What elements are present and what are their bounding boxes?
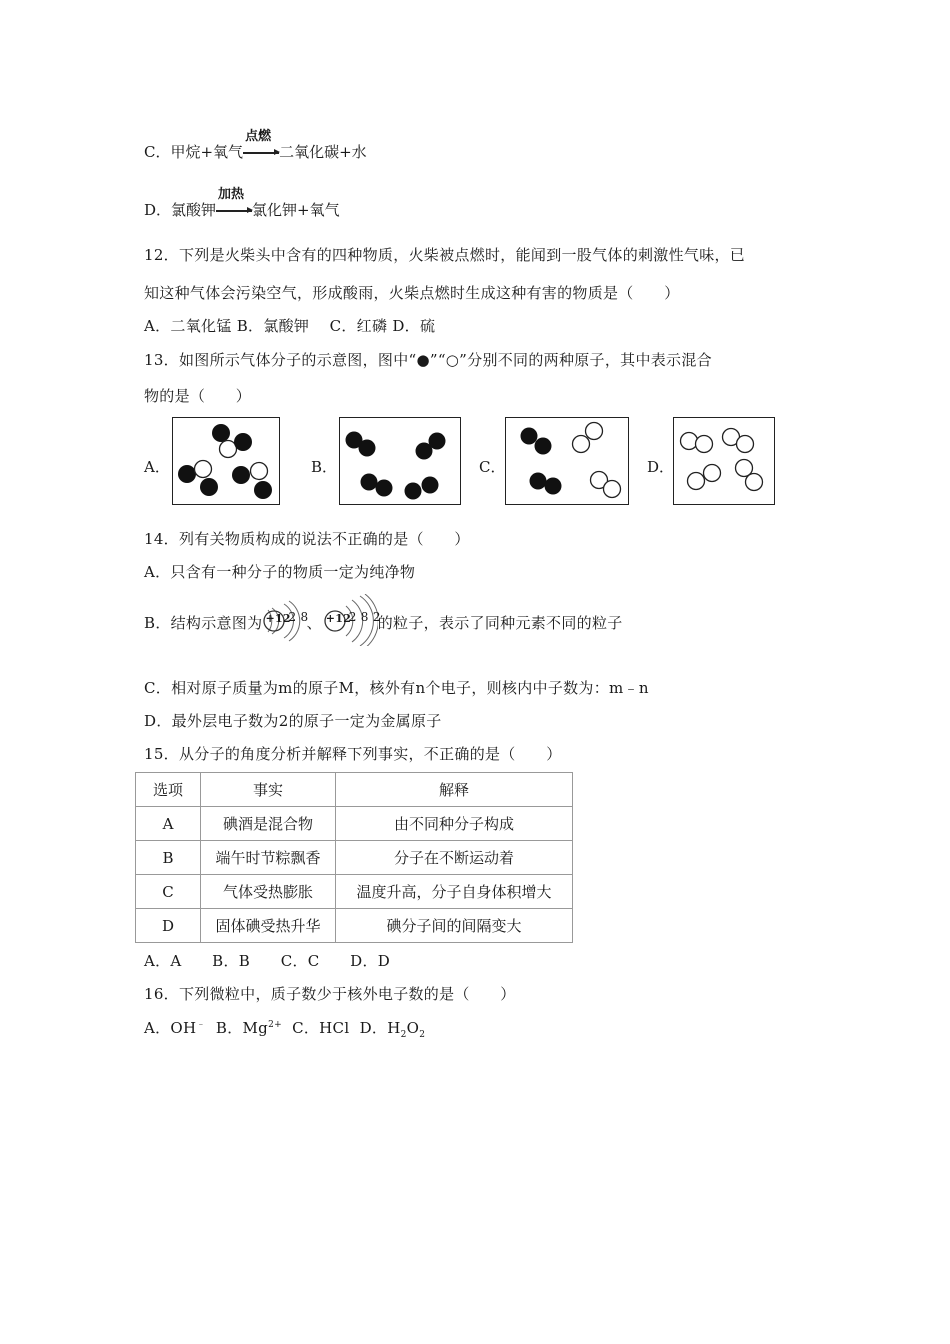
mixed-diatomic-molecules-icon: [506, 418, 628, 504]
option-label: C．: [144, 143, 171, 161]
products: 二氧化碳+水: [279, 143, 367, 161]
option-b-suffix: 的粒子，表示了同种元素不同的粒子: [377, 614, 623, 632]
row-option: B: [136, 841, 201, 875]
q13-stem-line2: 物的是（ ）: [144, 387, 252, 405]
reactants: 甲烷+氧气: [170, 143, 244, 161]
option-c: C．HCl: [292, 1019, 350, 1037]
shell-electrons: 2 8: [288, 610, 309, 624]
q14-option-d: D．最外层电子数为2的原子一定为金属原子: [144, 712, 442, 730]
option-a: A．OH: [144, 1019, 197, 1037]
q15-options: A．A B．B C．C D．D: [144, 952, 391, 970]
row-fact: 固体碘受热升华: [201, 909, 336, 943]
table-header-row: [136, 773, 573, 807]
molecule-diagram-b: [339, 417, 461, 505]
ion-structure-diagram-1: [262, 604, 309, 644]
shell-electrons: 2 8 2: [348, 610, 381, 624]
q12-stem-line1: 12．下列是火柴头中含有的四种物质，火柴被点燃时，能闻到一股气体的刺激性气味，已: [144, 246, 746, 264]
q13-label-d: D．: [647, 458, 675, 476]
q14-stem: 14．列有关物质构成的说法不正确的是（ ）: [144, 530, 470, 548]
row-explanation: 碘分子间的间隔变大: [336, 909, 573, 943]
q13-label-c: C．: [479, 458, 506, 476]
row-explanation: 分子在不断运动着: [336, 841, 573, 875]
option-b-prefix: B．结构示意图为: [144, 614, 263, 632]
q14-option-a: A．只含有一种分子的物质一定为纯净物: [144, 563, 416, 581]
reaction-condition: 点燃: [245, 129, 272, 144]
q15-fact-table: [135, 772, 573, 943]
black-diatomic-molecules-icon: [340, 418, 460, 504]
row-explanation: 由不同种分子构成: [336, 807, 573, 841]
oxygen-symbol: O: [406, 1019, 420, 1037]
subscript: 2: [400, 1030, 407, 1040]
row-fact: 气体受热膨胀: [201, 875, 336, 909]
q12-stem-line2: 知这种气体会污染空气，形成酸雨，火柴点燃时生成这种有害的物质是（ ）: [144, 284, 680, 302]
q15-stem: 15．从分子的角度分析并解释下列事实，不正确的是（ ）: [144, 745, 562, 763]
q14-option-b: [144, 604, 623, 648]
ion-structure-diagram-2: [322, 604, 381, 644]
q12-options: A．二氧化锰 B．氯酸钾 C．红磷 D．硫: [144, 317, 436, 335]
products: 氯化钾+氧气: [252, 201, 340, 219]
q13-label-b: B．: [311, 458, 338, 476]
row-fact: 碘酒是混合物: [201, 807, 336, 841]
charge-sup: 2+: [268, 1020, 282, 1030]
row-option: A: [136, 807, 201, 841]
charge-sup: ﹣: [196, 1020, 206, 1030]
header-fact: 事实: [201, 773, 336, 807]
molecule-diagram-c: [505, 417, 629, 505]
table-row: [136, 807, 573, 841]
subscript: 2: [419, 1030, 426, 1040]
molecule-diagram-a: [172, 417, 280, 505]
molecule-diagram-d: [673, 417, 775, 505]
q11-option-d: [144, 187, 340, 220]
reaction-arrow-icon: [243, 129, 279, 161]
option-d: D．H: [359, 1019, 401, 1037]
row-option: D: [136, 909, 201, 943]
table-row: [136, 875, 573, 909]
white-diatomic-molecules-icon: [674, 418, 774, 504]
reaction-arrow-icon: [216, 187, 252, 219]
reactants: 氯酸钾: [171, 201, 217, 219]
q13-stem-line1: 13．如图所示气体分子的示意图，图中“●”“○”分别不同的两种原子，其中表示混合: [144, 351, 712, 369]
row-explanation: 温度升高，分子自身体积增大: [336, 875, 573, 909]
q16-options: [144, 1017, 425, 1040]
q11-option-c: [144, 129, 367, 162]
reaction-condition: 加热: [218, 187, 245, 202]
option-label: D．: [144, 201, 172, 219]
header-explanation: 解释: [336, 773, 573, 807]
row-option: C: [136, 875, 201, 909]
nucleus-charge: +12: [265, 612, 291, 625]
nucleus-charge: +12: [325, 612, 352, 625]
q13-label-a: A．: [144, 458, 170, 476]
table-row: [136, 841, 573, 875]
q16-stem: 16．下列微粒中，质子数少于核外电子数的是（ ）: [144, 985, 516, 1003]
header-option: 选项: [136, 773, 201, 807]
mixture-molecules-icon: [173, 418, 279, 504]
option-b: B．Mg: [215, 1019, 269, 1037]
row-fact: 端午时节粽飘香: [201, 841, 336, 875]
q14-option-c: C．相对原子质量为m的原子M，核外有n个电子，则核内中子数为：m﹣n: [144, 679, 649, 697]
option-b-separator: 、: [306, 614, 322, 632]
table-row: [136, 909, 573, 943]
